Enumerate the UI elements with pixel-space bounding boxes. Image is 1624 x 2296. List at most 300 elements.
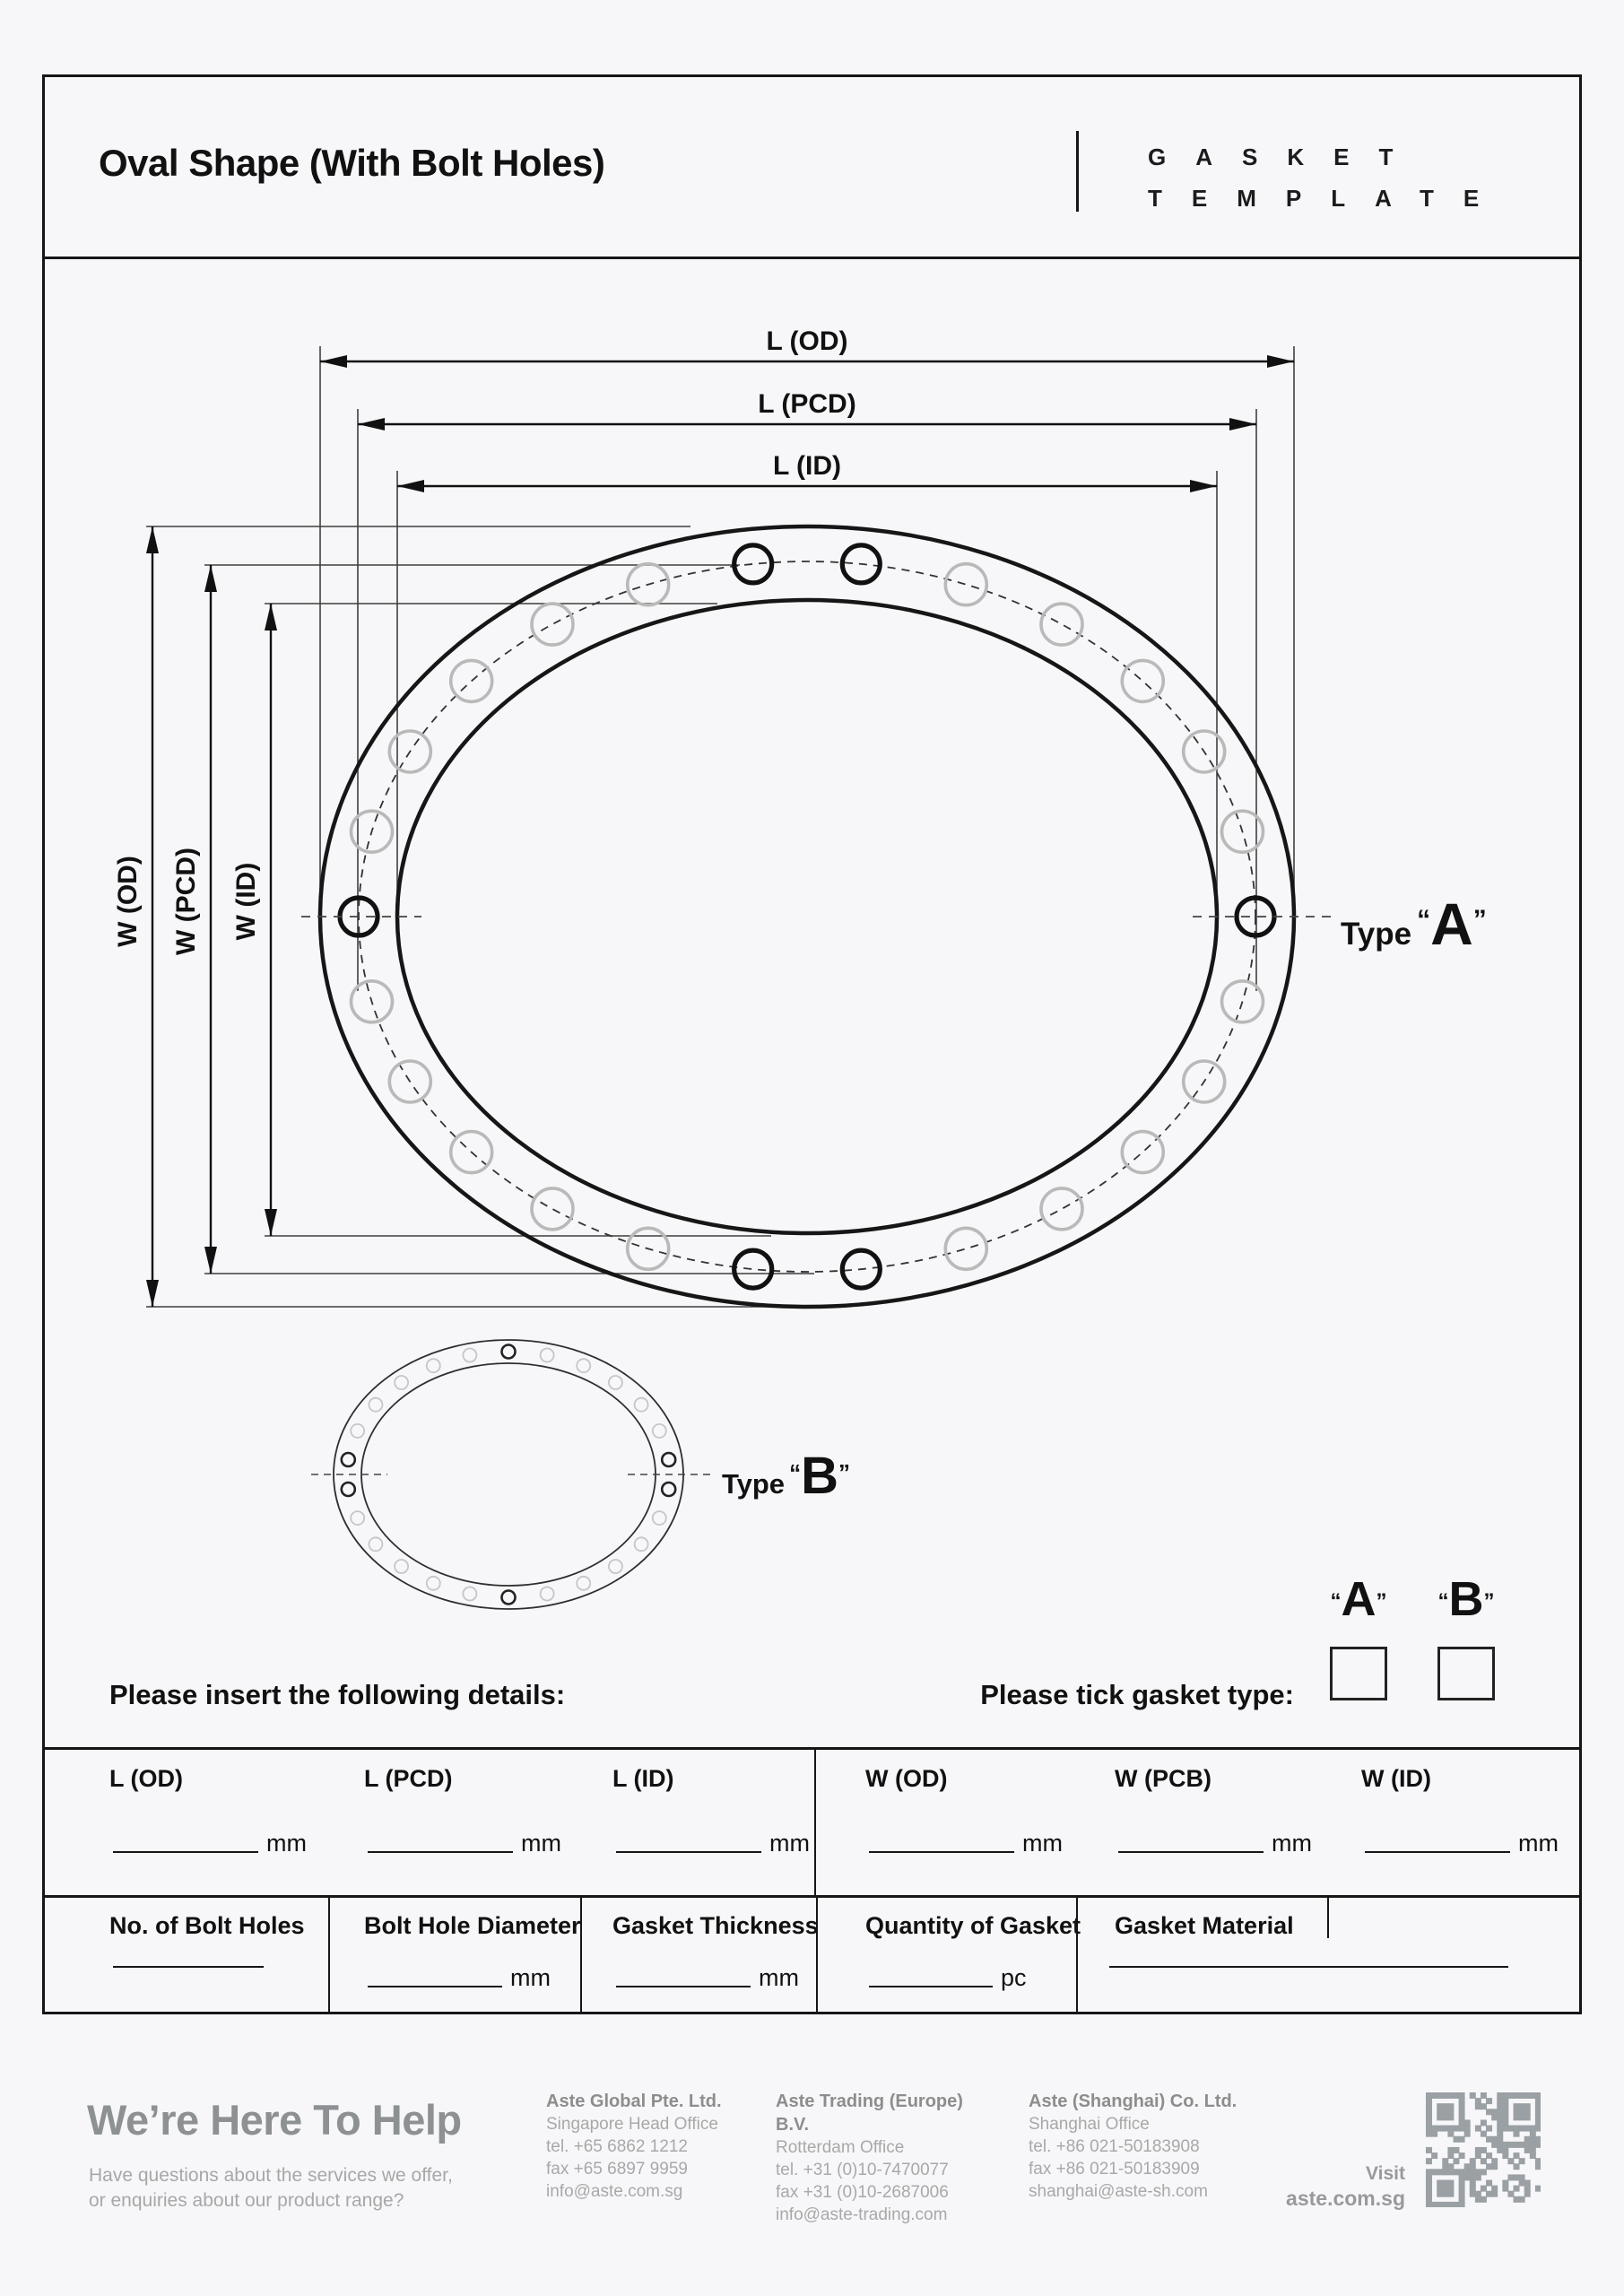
close-quote: ” [1472,905,1487,935]
qr-module [1437,2114,1443,2120]
qr-module [1481,2158,1487,2164]
qr-module [1431,2126,1437,2132]
type-a-word: Type [1341,917,1412,952]
qr-module [1535,2092,1541,2099]
qr-module [1475,2191,1481,2197]
label-l-id: L (ID) [772,451,842,481]
qr-module [1464,2126,1471,2132]
qr-module [1535,2119,1541,2126]
qr-module [1459,2098,1465,2104]
qr-module [1447,2152,1454,2159]
qr-module [1497,2114,1503,2120]
qr-module [1491,2136,1498,2143]
qr-module [1481,2131,1487,2137]
qr-module [1431,2202,1437,2207]
field-label-w-od: W (OD) [865,1765,948,1792]
thickness-input-line[interactable] [616,1986,751,1987]
qr-module [1491,2191,1498,2197]
label-w-id: W (ID) [231,862,261,941]
qr-module [1519,2109,1525,2115]
qr-module [1497,2136,1503,2143]
qr-module [1442,2103,1448,2109]
qr-module [1481,2147,1487,2153]
w-od-input-line[interactable] [869,1851,1014,1853]
qr-module [1486,2109,1492,2115]
qr-module [1524,2147,1531,2153]
qr-module [1491,2142,1498,2148]
qr-code[interactable] [1426,2092,1541,2207]
qr-module [1442,2169,1448,2175]
qr-module [1431,2131,1437,2137]
qr-module [1535,2186,1541,2192]
field-label-w-pcb: W (PCB) [1115,1765,1211,1792]
qr-module [1464,2131,1471,2137]
qr-module [1442,2186,1448,2192]
qr-module [1502,2147,1508,2153]
visit-site-link[interactable]: aste.com.sg [1286,2187,1405,2210]
qr-module [1459,2119,1465,2126]
qr-module [1470,2191,1476,2197]
qr-module [1464,2174,1471,2180]
qr-module [1447,2103,1454,2109]
material-input-line[interactable] [1109,1966,1508,1968]
qr-module [1447,2092,1454,2099]
unit-label: mm [1518,1830,1559,1857]
qr-module [1447,2169,1454,2175]
qr-module [1497,2147,1503,2153]
checkbox-type-b[interactable] [1437,1647,1495,1700]
qr-module [1447,2191,1454,2197]
qr-module [1524,2114,1531,2120]
office-email[interactable]: info@aste.com.sg [546,2182,683,2201]
qr-module [1447,2147,1454,2153]
qr-module [1453,2169,1459,2175]
type-b-word: Type [722,1468,786,1500]
qr-module [1431,2092,1437,2099]
qr-module [1426,2126,1432,2132]
qr-module [1507,2158,1514,2164]
qr-module [1426,2191,1432,2197]
qr-module [1426,2202,1432,2207]
l-od-input-line[interactable] [113,1851,258,1853]
unit-label: pc [1001,1964,1027,1991]
qr-module [1426,2186,1432,2192]
qr-module [1470,2174,1476,2180]
qr-module [1481,2169,1487,2175]
bolt-diameter-input-line[interactable] [368,1986,502,1987]
field-label-thickness: Gasket Thickness [612,1912,819,1939]
qr-module [1453,2126,1459,2132]
w-id-input-line[interactable] [1365,1851,1510,1853]
qr-module [1535,2142,1541,2148]
type-a-label [1341,890,1487,958]
open-quote: “ [789,1459,802,1486]
qr-module [1524,2180,1531,2187]
office-name: Singapore Head Office [546,2115,718,2134]
label-l-od: L (OD) [766,326,848,356]
qr-module [1497,2109,1503,2115]
qr-module [1514,2152,1520,2159]
qr-module [1497,2142,1503,2148]
qr-module [1514,2163,1520,2170]
qr-module [1535,2103,1541,2109]
qr-module [1535,2114,1541,2120]
office-fax: fax +31 (0)10-2687006 [776,2183,949,2202]
field-label-material: Gasket Material [1115,1912,1294,1939]
brand-line-2: TEMPLATE [1148,185,1509,212]
close-quote: ” [838,1459,850,1486]
qr-module [1453,2202,1459,2207]
qr-module [1530,2147,1536,2153]
qr-module [1497,2103,1503,2109]
qr-module [1470,2180,1476,2187]
row1-divider [814,1747,816,1895]
qr-module [1447,2114,1454,2120]
qr-module [1497,2098,1503,2104]
qr-module [1514,2131,1520,2137]
qr-module [1519,2142,1525,2148]
office-fax: fax +86 021-50183909 [1029,2160,1200,2179]
office-tel: tel. +31 (0)10-7470077 [776,2161,949,2179]
field-label-l-od: L (OD) [109,1765,183,1792]
qr-module [1502,2126,1508,2132]
qr-module [1519,2196,1525,2203]
visit-block [1262,2161,1405,2212]
qr-module [1447,2109,1454,2115]
qr-module [1459,2202,1465,2207]
field-l-pcd [368,1831,561,1856]
qr-module [1535,2098,1541,2104]
qr-module [1453,2158,1459,2164]
qr-module [1437,2202,1443,2207]
qr-module [1442,2092,1448,2099]
qr-module [1475,2103,1481,2109]
label-l-pcd: L (PCD) [758,389,856,419]
bolt-holes-input-line[interactable] [113,1966,264,1968]
qr-module [1447,2126,1454,2132]
field-label-l-id: L (ID) [612,1765,674,1792]
qr-module [1442,2114,1448,2120]
qr-module [1459,2092,1465,2099]
qr-module [1470,2169,1476,2175]
qr-module [1475,2152,1481,2159]
qr-module [1514,2126,1520,2132]
qr-module [1524,2186,1531,2192]
qr-module [1530,2092,1536,2099]
qr-module [1486,2152,1492,2159]
qr-module [1447,2180,1454,2187]
qr-module [1514,2174,1520,2180]
qr-module [1459,2152,1465,2159]
table-mid-rule [42,1895,1582,1898]
qr-module [1486,2136,1492,2143]
qr-module [1475,2169,1481,2175]
qr-module [1426,2158,1432,2164]
document-border [42,74,1582,2014]
office-tel: tel. +86 021-50183908 [1029,2137,1200,2156]
gasket-material-divider [1327,1895,1329,1938]
qr-module [1447,2202,1454,2207]
field-bolt-holes [113,1966,272,1970]
qr-module [1524,2092,1531,2099]
qr-module [1442,2158,1448,2164]
qr-module [1442,2202,1448,2207]
qr-module [1470,2163,1476,2170]
qr-module [1437,2186,1443,2192]
qr-module [1426,2119,1432,2126]
office-email[interactable]: shanghai@aste-sh.com [1029,2182,1208,2201]
qr-module [1464,2163,1471,2170]
qr-module [1491,2158,1498,2164]
qr-module [1453,2147,1459,2153]
qr-module [1442,2180,1448,2187]
qr-module [1459,2109,1465,2115]
office-singapore [546,2090,770,2203]
qr-module [1447,2131,1454,2137]
qr-module [1535,2163,1541,2170]
unit-label: mm [521,1830,561,1857]
qr-module [1519,2103,1525,2109]
qr-module [1502,2114,1508,2120]
qr-module [1481,2103,1487,2109]
qr-module [1502,2142,1508,2148]
qr-module [1507,2174,1514,2180]
qr-module [1464,2169,1471,2175]
quantity-input-line[interactable] [869,1986,993,1987]
qr-module [1426,2147,1432,2153]
checkbox-type-a[interactable] [1330,1647,1387,1700]
field-w-pcb [1118,1831,1312,1856]
open-quote: “ [1417,905,1431,935]
qr-module [1481,2196,1487,2203]
qr-module [1486,2163,1492,2170]
field-label-w-id: W (ID) [1361,1765,1431,1792]
qr-module [1514,2186,1520,2192]
qr-module [1519,2114,1525,2120]
option-a-letter: A [1341,1572,1376,1626]
qr-module [1442,2163,1448,2170]
qr-module [1497,2131,1503,2137]
field-label-quantity: Quantity of Gasket [865,1912,1081,1939]
qr-module [1502,2180,1508,2187]
qr-module [1426,2131,1432,2137]
qr-module [1535,2158,1541,2164]
qr-module [1437,2180,1443,2187]
qr-module [1426,2169,1432,2175]
office-email[interactable]: info@aste-trading.com [776,2205,948,2224]
qr-module [1514,2092,1520,2099]
visit-label: Visit [1366,2163,1405,2184]
qr-module [1524,2136,1531,2143]
option-b-letter: B [1448,1572,1484,1626]
qr-module [1426,2098,1432,2104]
footer-headline: We’re Here To Help [87,2096,462,2144]
qr-module [1431,2152,1437,2159]
qr-module [1431,2169,1437,2175]
field-w-od [869,1831,1063,1856]
office-name: Rotterdam Office [776,2138,905,2157]
qr-module [1491,2163,1498,2170]
unit-label: mm [510,1964,551,1991]
qr-module [1497,2126,1503,2132]
qr-module [1514,2196,1520,2203]
qr-module [1507,2142,1514,2148]
qr-module [1426,2174,1432,2180]
qr-module [1447,2163,1454,2170]
qr-module [1507,2191,1514,2197]
footer-question-line2: or enquiries about our product range? [89,2190,404,2211]
qr-module [1486,2191,1492,2197]
office-company: Aste Global Pte. Ltd. [546,2092,722,2111]
qr-module [1524,2109,1531,2115]
qr-module [1442,2126,1448,2132]
office-fax: fax +65 6897 9959 [546,2160,688,2179]
qr-module [1530,2142,1536,2148]
row2-divider-1 [328,1895,330,2013]
qr-module [1491,2114,1498,2120]
qr-module [1442,2109,1448,2115]
qr-module [1530,2126,1536,2132]
qr-module [1486,2180,1492,2187]
qr-module [1459,2174,1465,2180]
qr-module [1437,2126,1443,2132]
qr-module [1486,2098,1492,2104]
qr-module [1453,2092,1459,2099]
qr-module [1519,2174,1525,2180]
qr-module [1502,2092,1508,2099]
insert-details-prompt: Please insert the following details: [109,1679,566,1710]
office-company: Aste Trading (Europe) B.V. [776,2092,963,2135]
qr-module [1524,2126,1531,2132]
header-divider-rule [42,257,1582,259]
qr-module [1459,2196,1465,2203]
qr-module [1475,2174,1481,2180]
qr-module [1502,2103,1508,2109]
field-label-bolt-holes: No. of Bolt Holes [109,1912,305,1939]
field-bolt-diameter [368,1966,551,1990]
unit-label: mm [266,1830,307,1857]
l-pcd-input-line[interactable] [368,1851,513,1853]
field-quantity [869,1966,1027,1990]
brand-divider [1076,131,1079,212]
qr-module [1491,2186,1498,2192]
qr-module [1507,2092,1514,2099]
qr-module [1459,2136,1465,2143]
type-b-letter: B [801,1447,838,1505]
type-a-letter: A [1430,891,1473,957]
qr-module [1470,2186,1476,2192]
qr-module [1519,2126,1525,2132]
office-company: Aste (Shanghai) Co. Ltd. [1029,2092,1238,2111]
qr-module [1426,2114,1432,2120]
qr-module [1530,2136,1536,2143]
brand-logotype [1148,136,1508,219]
qr-module [1426,2180,1432,2187]
table-top-rule [42,1747,1582,1750]
unit-label: mm [759,1964,799,1991]
qr-module [1475,2126,1481,2132]
office-rotterdam [776,2090,1000,2226]
qr-module [1459,2169,1465,2175]
qr-module [1470,2158,1476,2164]
qr-module [1502,2186,1508,2192]
open-quote: “ [1437,1589,1449,1613]
qr-module [1481,2119,1487,2126]
office-shanghai [1029,2090,1253,2203]
qr-module [1453,2136,1459,2143]
office-name: Shanghai Office [1029,2115,1150,2134]
field-thickness [616,1966,799,1990]
qr-module [1426,2092,1432,2099]
qr-module [1459,2103,1465,2109]
field-label-l-pcd: L (PCD) [364,1765,453,1792]
qr-module [1535,2136,1541,2143]
footer-question [89,2163,453,2213]
qr-module [1442,2191,1448,2197]
qr-module [1497,2119,1503,2126]
l-id-input-line[interactable] [616,1851,761,1853]
qr-module [1535,2126,1541,2132]
qr-module [1514,2109,1520,2115]
qr-module [1507,2126,1514,2132]
field-material [1109,1966,1516,1970]
qr-module [1475,2196,1481,2203]
close-quote: ” [1483,1589,1495,1613]
qr-module [1459,2126,1465,2132]
qr-module [1459,2114,1465,2120]
field-l-id [616,1831,810,1856]
page-title: Oval Shape (With Bolt Holes) [99,142,605,184]
qr-module [1524,2142,1531,2148]
w-pcb-input-line[interactable] [1118,1851,1264,1853]
unit-label: mm [769,1830,810,1857]
qr-module [1447,2186,1454,2192]
qr-module [1481,2092,1487,2099]
qr-module [1437,2092,1443,2099]
tick-type-prompt: Please tick gasket type: [980,1679,1294,1710]
qr-module [1497,2092,1503,2099]
qr-module [1459,2191,1465,2197]
qr-module [1481,2186,1487,2192]
qr-module [1519,2158,1525,2164]
qr-module [1502,2119,1508,2126]
qr-module [1459,2186,1465,2192]
qr-module [1519,2180,1525,2187]
qr-module [1519,2092,1525,2099]
qr-module [1470,2092,1476,2099]
qr-module [1535,2109,1541,2115]
footer-question-line1: Have questions about the services we offer, [89,2165,453,2186]
close-quote: ” [1376,1589,1387,1613]
qr-module [1530,2152,1536,2159]
qr-module [1437,2103,1443,2109]
qr-module [1524,2103,1531,2109]
qr-module [1486,2126,1492,2132]
qr-module [1502,2152,1508,2159]
qr-module [1437,2109,1443,2115]
qr-module [1524,2191,1531,2197]
qr-module [1437,2191,1443,2197]
qr-module [1502,2098,1508,2104]
qr-module [1514,2103,1520,2109]
label-w-od: W (OD) [113,856,143,947]
type-b-label [722,1446,850,1506]
qr-module [1530,2131,1536,2137]
field-label-bolt-diameter: Bolt Hole Diameter [364,1912,581,1939]
field-w-id [1365,1831,1559,1856]
qr-module [1491,2109,1498,2115]
qr-module [1475,2147,1481,2153]
